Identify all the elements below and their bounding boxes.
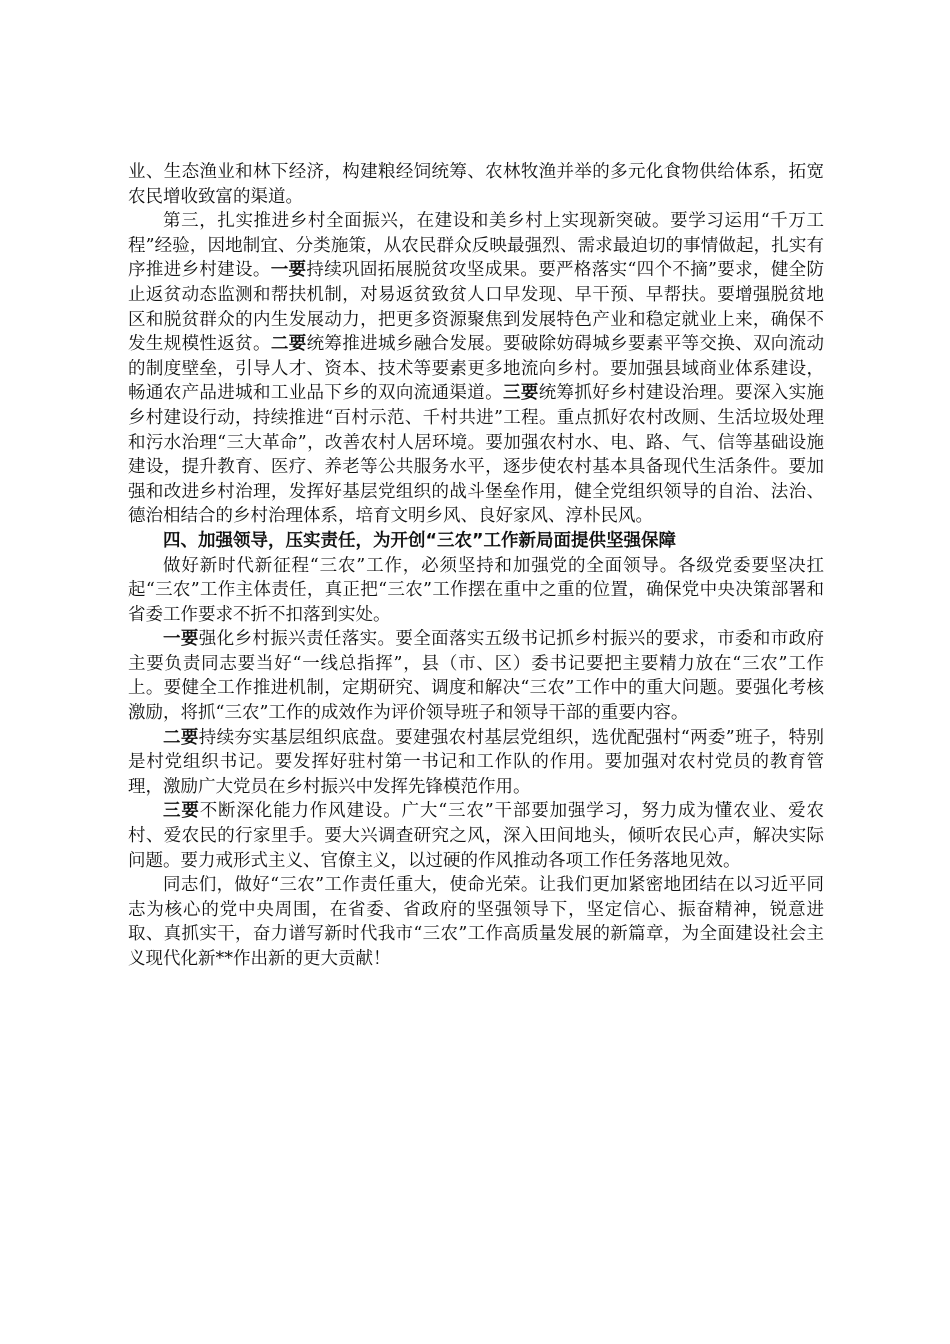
paragraph-continuation: 业、生态渔业和林下经济，构建粮经饲统筹、农林牧渔并举的多元化食物供给体系，拓宽农民增收致富的渠道。 <box>128 162 824 207</box>
paragraph-leadership: 做好新时代新征程“三农”工作，必须坚持和加强党的全面领导。各级党委要坚决扛起“三农”工作主体责任，真正把“三农”工作摆在重中之重的位置，确保党中央决策部署和省委工作要求不折不扣落到实处。 <box>128 555 824 625</box>
document-page <box>128 160 824 972</box>
paragraph-closing: 同志们，做好“三农”工作责任重大，使命光荣。让我们更加紧密地团结在以习近平同志为核心的党中央周围，在省委、省政府的坚强领导下，坚定信心、振奋精神，锐意进取、真抓实干，奋力谱写新时代我市“三农”工作高质量发展的新篇章，为全面建设社会主义现代化新**作出新的更大贡献！ <box>128 875 824 969</box>
paragraph-point-1 <box>128 627 824 725</box>
lead-phrase: 二要 <box>163 727 199 748</box>
paragraph-intro: 第三，扎实推进乡村全面振兴，在建设和美乡村上实现新突破。要学习运用“千万工程”经验，因地制宜、分类施策，从农民群众反映最强烈、需求最迫切的事情做起，扎实有序推进乡村建设。 <box>128 211 824 281</box>
lead-phrase-1: 一要 <box>270 260 307 281</box>
paragraph-text-3: 统筹抓好乡村建设治理。要深入实施乡村建设行动，持续推进“百村示范、千村共进”工程。重点抓好农村改厕、生活垃圾处理和污水治理“三大革命”，改善农村人居环境。要加强农村水、电、路、气、信等基础设施建设，提升教育、医疗、养老等公共服务水平，逐步使农村基本具备现代生活条件。要加强和改进乡村治理，发挥好基层党组织的战斗堡垒作用，健全党组织领导的自治、法治、德治相结合的乡村治理体系，培育文明乡风、良好家风、淳朴民风。 <box>128 383 825 527</box>
paragraph-point-3 <box>128 799 824 873</box>
paragraph-text: 持续夯实基层组织底盘。要建强农村基层党组织，选优配强村“两委”班子，特别是村党组织书记。要发挥好驻村第一书记和工作队的作用。要加强对农村党员的教育管理，激励广大党员在乡村振兴中发挥先锋模范作用。 <box>128 727 825 797</box>
paragraph-point-2 <box>128 726 824 800</box>
lead-phrase: 一要 <box>163 629 199 650</box>
lead-phrase: 三要 <box>163 801 200 822</box>
paragraph-text-1: 持续巩固拓展脱贫攻坚成果。要严格落实“四个不摘”要求，健全防止返贫动态监测和帮扶机制，对易返贫致贫人口早发现、早干预、早帮扶。要增强脱贫地区和脱贫群众的内生发展动力，把更多资源聚焦到发展特色产业和稳定就业上来，确保不发生规模性返贫。 <box>128 260 824 355</box>
lead-phrase-3: 三要 <box>502 383 539 404</box>
paragraph-text-2: 统筹推进城乡融合发展。要破除妨碍城乡要素平等交换、双向流动的制度壁垒，引导人才、资本、技术等要素更多地流向乡村。要加强县域商业体系建设，畅通农产品进城和工业品下乡的双向流通渠道。 <box>128 334 825 404</box>
paragraph-rural-revitalization <box>128 209 824 529</box>
paragraph-text: 强化乡村振兴责任落实。要全面落实五级书记抓乡村振兴的要求，市委和市政府主要负责同志要当好“一线总指挥”，县（市、区）委书记要把主要精力放在“三农”工作上。要健全工作推进机制，定期研究、调度和解决“三农”工作中的重大问题。要强化考核激励，将抓“三农”工作的成效作为评价领导班子和领导干部的重要内容。 <box>128 629 824 724</box>
section-heading-4: 四、加强领导，压实责任，为开创“三农”工作新局面提供坚强保障 <box>163 530 677 551</box>
paragraph-text: 不断深化能力作风建设。广大“三农”干部要加强学习，努力成为懂农业、爱农村、爱农民的行家里手。要大兴调查研究之风，深入田间地头，倾听农民心声，解决实际问题。要力戒形式主义、官僚主义，以过硬的作风推动各项工作任务落地见效。 <box>128 801 825 871</box>
lead-phrase-2: 二要 <box>270 334 307 355</box>
